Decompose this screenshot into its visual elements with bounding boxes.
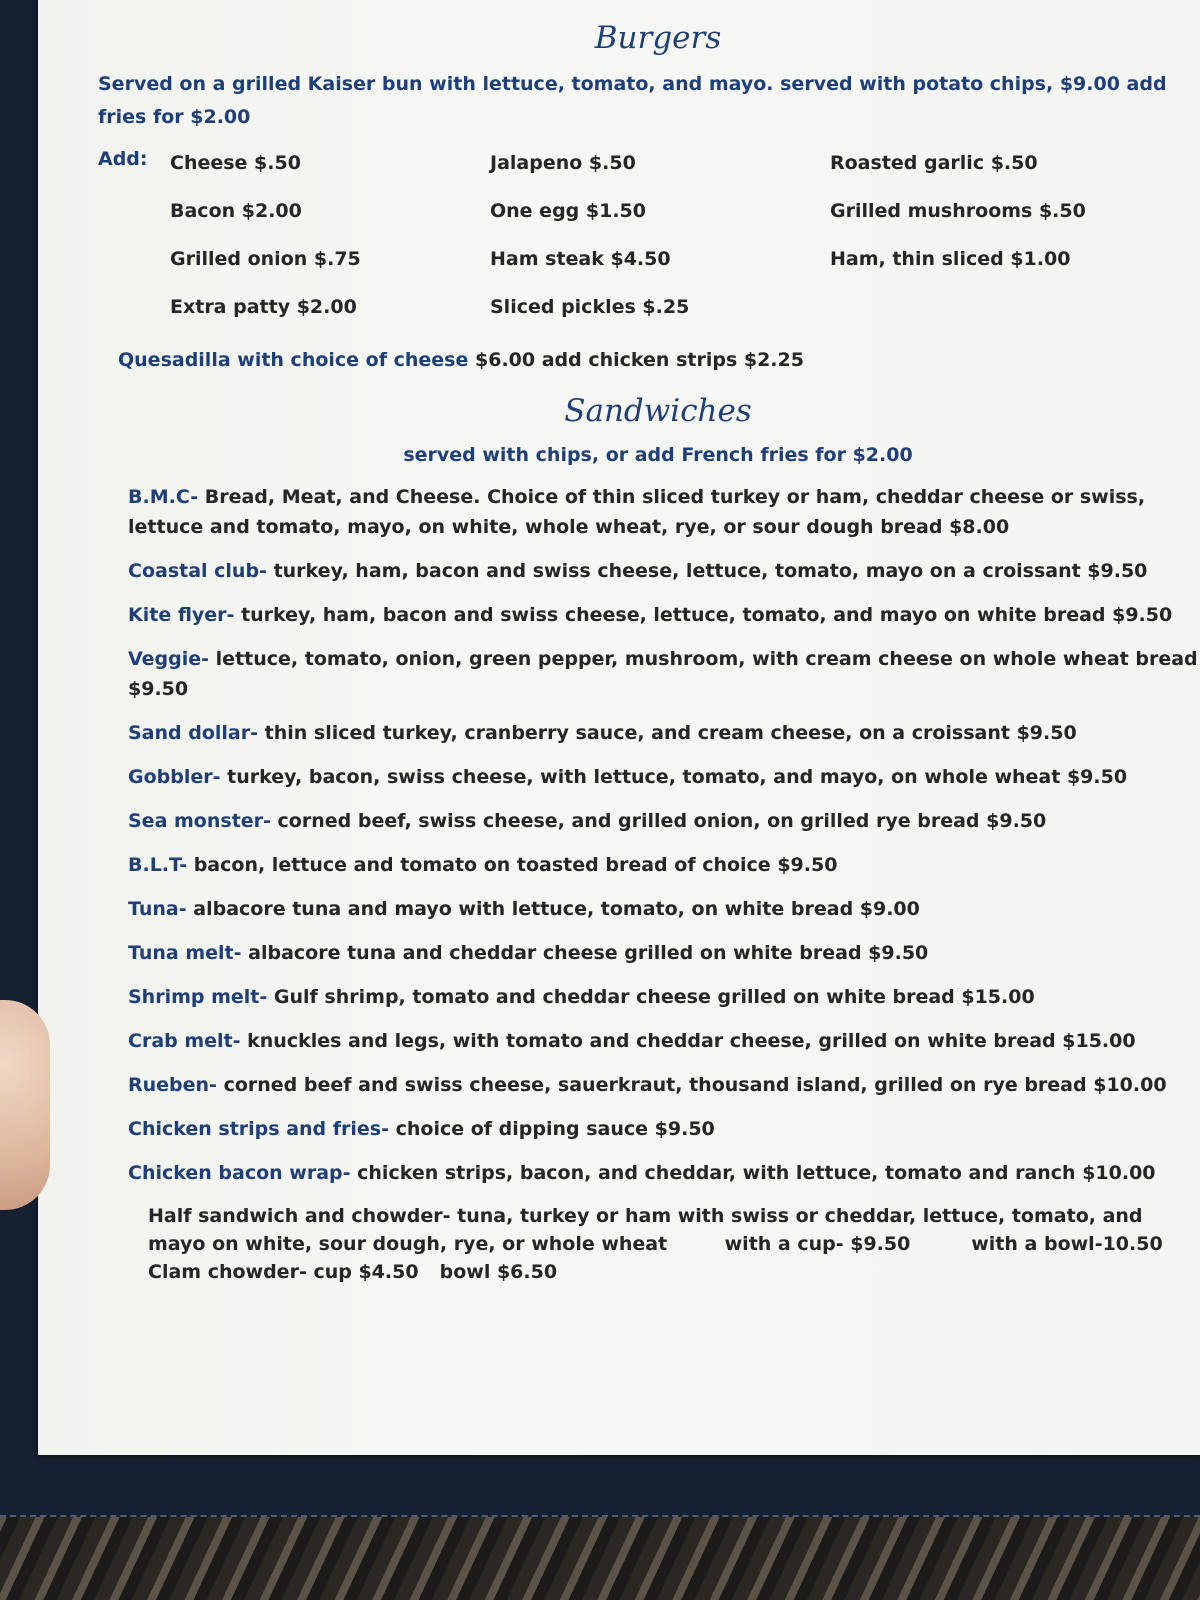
bread-options: mayo on white, sour dough, rye, or whole wheat xyxy=(148,1233,668,1255)
half-sandwich-line-1: Half sandwich and chowder- tuna, turkey or ham with swiss or cheddar, lettuce, tomato, and xyxy=(148,1205,1143,1227)
addon-item: One egg $1.50 xyxy=(490,200,646,222)
sandwich-description: turkey, ham, bacon and swiss cheese, lettuce, tomato, and mayo on white bread $9.50 xyxy=(241,604,1173,626)
sandwich-name: Veggie- xyxy=(128,648,210,670)
quesadilla-name: Quesadilla with choice of cheese xyxy=(118,349,469,371)
sandwich-item xyxy=(128,718,1200,748)
sandwich-item xyxy=(128,1070,1200,1100)
sandwich-name: Tuna- xyxy=(128,898,187,920)
addons-label: Add: xyxy=(98,148,148,170)
sandwich-item xyxy=(128,1158,1200,1188)
menu-page xyxy=(38,0,1200,1455)
addons-column-3 xyxy=(830,148,1150,340)
sandwich-description: knuckles and legs, with tomato and cheddar cheese, grilled on white bread $15.00 xyxy=(247,1030,1136,1052)
addon-item: Sliced pickles $.25 xyxy=(490,296,690,318)
burger-addons xyxy=(98,148,1200,340)
addons-column-1 xyxy=(170,148,490,340)
addon-item: Bacon $2.00 xyxy=(170,200,302,222)
half-sandwich-line-2 xyxy=(148,1230,1200,1258)
addons-column-2 xyxy=(490,148,830,340)
sandwich-item xyxy=(128,982,1200,1012)
sandwich-name: Rueben- xyxy=(128,1074,217,1096)
sandwich-description: turkey, bacon, swiss cheese, with lettuce, tomato, and mayo, on whole wheat $9.50 xyxy=(227,766,1128,788)
sandwich-description: lettuce, tomato, onion, green pepper, mushroom, with cream cheese on whole wheat bread $9.50 xyxy=(128,648,1198,700)
sandwich-item xyxy=(128,1114,1200,1144)
menu-content xyxy=(98,20,1200,1286)
sandwich-description: thin sliced turkey, cranberry sauce, and cream cheese, on a croissant $9.50 xyxy=(264,722,1077,744)
sandwich-name: B.M.C- xyxy=(128,486,199,508)
sandwich-name: Crab melt- xyxy=(128,1030,241,1052)
quesadilla-line xyxy=(118,344,1200,377)
quesadilla-price: $6.00 add chicken strips $2.25 xyxy=(475,349,804,371)
sandwich-description: corned beef and swiss cheese, sauerkraut, thousand island, grilled on rye bread $10.00 xyxy=(223,1074,1167,1096)
chowder-bowl-price: bowl $6.50 xyxy=(439,1261,558,1283)
chowder-cup-price: Clam chowder- cup $4.50 xyxy=(148,1261,419,1283)
sandwich-name: Sea monster- xyxy=(128,810,271,832)
sandwich-item xyxy=(128,762,1200,792)
sandwich-item xyxy=(128,644,1200,704)
sandwich-item xyxy=(128,556,1200,586)
clam-chowder-line xyxy=(148,1258,1200,1286)
sandwich-description: choice of dipping sauce $9.50 xyxy=(395,1118,715,1140)
sandwiches-heading: Sandwiches xyxy=(564,393,752,429)
sandwich-description: Bread, Meat, and Cheese. Choice of thin sliced turkey or ham, cheddar cheese or swiss, lettuce and tomato, mayo, on white, whole wheat, rye, or sour dough bread $8.00 xyxy=(128,486,1146,538)
sandwich-name: Kite flyer- xyxy=(128,604,235,626)
sandwich-name: Sand dollar- xyxy=(128,722,259,744)
sandwich-description: bacon, lettuce and tomato on toasted bread of choice $9.50 xyxy=(193,854,838,876)
sandwich-name: Chicken strips and fries- xyxy=(128,1118,389,1140)
addon-item: Grilled mushrooms $.50 xyxy=(830,200,1086,222)
bowl-price: with a bowl-10.50 xyxy=(971,1233,1163,1255)
sandwich-description: albacore tuna and mayo with lettuce, tomato, on white bread $9.00 xyxy=(193,898,920,920)
sandwiches-subheading: served with chips, or add French fries for $2.00 xyxy=(403,444,913,466)
burgers-description: Served on a grilled Kaiser bun with lettuce, tomato, and mayo. served with potato chips, $9.00 add fries for $2.00 xyxy=(98,73,1167,128)
sandwich-item xyxy=(128,894,1200,924)
sandwich-name: Tuna melt- xyxy=(128,942,242,964)
holding-thumb xyxy=(0,1000,50,1210)
sandwich-item xyxy=(128,850,1200,880)
sandwich-name: Coastal club- xyxy=(128,560,267,582)
sandwich-item xyxy=(128,1026,1200,1056)
sandwich-description: Gulf shrimp, tomato and cheddar cheese grilled on white bread $15.00 xyxy=(273,986,1035,1008)
addon-item: Cheese $.50 xyxy=(170,152,301,174)
sandwich-name: Shrimp melt- xyxy=(128,986,268,1008)
sandwich-item xyxy=(128,938,1200,968)
sandwich-item xyxy=(128,600,1200,630)
sandwich-name: Gobbler- xyxy=(128,766,221,788)
addon-item: Jalapeno $.50 xyxy=(490,152,636,174)
sandwich-item xyxy=(128,806,1200,836)
addon-item: Ham steak $4.50 xyxy=(490,248,671,270)
sandwich-description: turkey, ham, bacon and swiss cheese, lettuce, tomato, mayo on a croissant $9.50 xyxy=(273,560,1148,582)
addon-item: Ham, thin sliced $1.00 xyxy=(830,248,1071,270)
addon-item: Extra patty $2.00 xyxy=(170,296,357,318)
sandwich-description: albacore tuna and cheddar cheese grilled on white bread $9.50 xyxy=(248,942,929,964)
sandwich-list xyxy=(98,482,1200,1188)
sandwich-item xyxy=(128,482,1200,542)
burgers-heading: Burgers xyxy=(594,20,722,56)
cup-price: with a cup- $9.50 xyxy=(724,1233,911,1255)
addon-item: Roasted garlic $.50 xyxy=(830,152,1038,174)
sandwich-description: corned beef, swiss cheese, and grilled onion, on grilled rye bread $9.50 xyxy=(277,810,1047,832)
sandwich-name: Chicken bacon wrap- xyxy=(128,1162,351,1184)
sandwich-name: B.L.T- xyxy=(128,854,188,876)
sandwich-description: chicken strips, bacon, and cheddar, with lettuce, tomato and ranch $10.00 xyxy=(357,1162,1156,1184)
addon-item: Grilled onion $.75 xyxy=(170,248,361,270)
half-sandwich-chowder xyxy=(98,1202,1200,1286)
